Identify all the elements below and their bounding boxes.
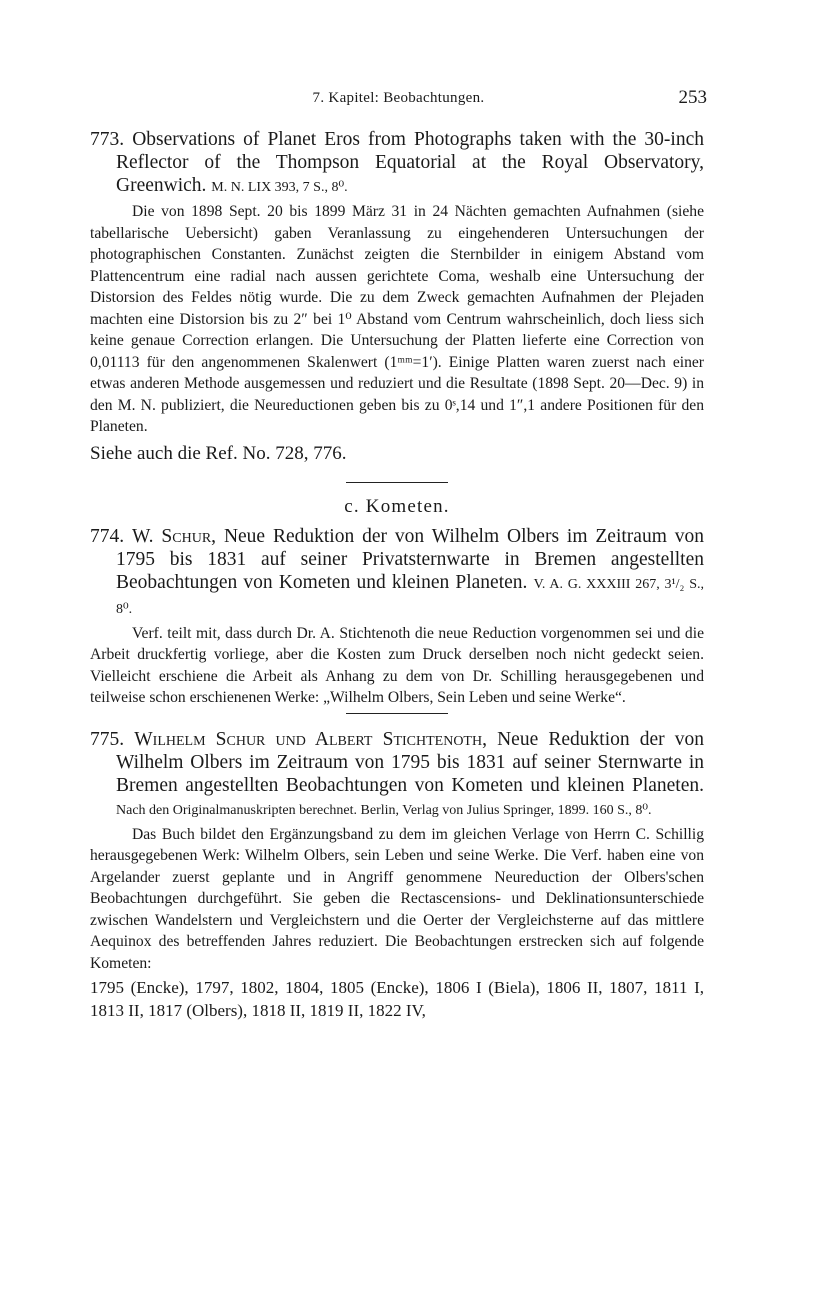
entry-773-title: Observations of Planet Eros from Photographs taken with the 30-inch Reflector of the Thompson Equatorial at the Royal Observatory, Greenwich.	[116, 129, 704, 196]
page-body	[90, 128, 704, 1022]
entry-773-number: 773.	[90, 129, 125, 150]
entry-773-heading	[90, 128, 704, 199]
entry-773-reference: M. N. LIX 393, 7 S., 8⁰.	[211, 180, 348, 195]
entry-775-title: Neue Reduktion der von Wilhelm Olbers im Zeitraum von 1795 bis 1831 auf seiner Sternwarte in Bremen angestellten Beobachtungen von Kometen und kleinen Planeten.	[116, 728, 705, 796]
section-heading: c. Kometen.	[344, 495, 450, 517]
entry-774-reference: V. A. G. XXXIII 267, 3¹/₂ S., 8⁰.	[116, 576, 704, 617]
page-number: 253	[678, 87, 707, 108]
entry-774-abstract: Verf. teilt mit, dass durch Dr. A. Stichtenoth die neue Reduction vorgenommen sei und die Arbeit druckfertig vorliege, aber die Kosten zum Druck derselben noch nicht gedeckt seien. Vielleicht erschiene die Arbeit als Anhang zu dem von Dr. Schilling herausgegebenen und teilweise schon erschienenen Werke: „Wilhelm Olbers, Sein Leben und seine Werke“.	[90, 624, 704, 706]
entry-775-abstract: Das Buch bildet den Ergänzungsband zu dem im gleichen Verlage von Herrn C. Schillig herausgegebenen Werk: Wilhelm Olbers, sein Leben und seine Werke. Die Verf. haben eine von Argelander zuerst geplante und in Angriff genommene Neureduction der Olbers'schen Beobachtungen durchgeführt. Sie geben die Rectascensions- und Deklinationsunterschiede zwischen Wandelstern und Vergleichstern und die Oerter der Vergleichsterne auf das mittlere Aequinox des betreffenden Jahres reduziert. Die Beobachtungen erstrecken sich auf folgende Kometen:	[90, 825, 704, 972]
entry-774-title: Neue Reduktion der von Wilhelm Olbers im Zeitraum von 1795 bis 1831 auf seiner Privatsternwarte in Bremen angestellten Beobachtungen von Kometen und kleinen Planeten.	[116, 525, 705, 593]
entry-775-number: 775.	[90, 728, 125, 750]
entry-774-number: 774.	[90, 525, 125, 547]
entry-775-heading	[90, 728, 704, 822]
entry-774-heading	[90, 525, 704, 621]
entry-775-comet-list: 1795 (Encke), 1797, 1802, 1804, 1805 (Encke), 1806 I (Biela), 1806 II, 1807, 1811 I, 1813 II, 1817 (Olbers), 1818 II, 1819 II, 1822 IV,	[90, 978, 704, 1020]
chapter-title: 7. Kapitel: Beobachtungen.	[312, 90, 485, 106]
running-head	[90, 87, 707, 112]
entry-774-author: W. Schur,	[132, 525, 217, 547]
entry-775-reference: Nach den Originalmanuskripten berechnet. Berlin, Verlag von Julius Springer, 1899. 160 S., 8⁰.	[116, 802, 652, 818]
entry-775-authors: Wilhelm Schur und Albert Stichtenoth,	[134, 728, 487, 750]
entry-773-abstract: Die von 1898 Sept. 20 bis 1899 März 31 in 24 Nächten gemachten Aufnahmen (siehe tabellarische Uebersicht) gaben Veranlassung zu eingehenderen Untersuchungen der photographischen Constanten. Zunächst zeigten die Sternbilder in einigem Abstand vom Plattencentrum eine radial nach aussen gerichtete Coma, weshalb eine Untersuchung der Distorsion des Feldes nötig wurde. Die zu dem Zweck gemachten Aufnahmen der Plejaden machten eine Distorsion bis zu 2″ bei 1⁰ Abstand vom Centrum wahrscheinlich, doch liess sich keine genaue Correction erlangen. Die Untersuchung der Platten lieferte eine Correction von 0,01113 für den angenommenen Skalenwert (1ᵐᵐ=1′). Einige Platten waren zuerst nach einer etwas anderen Methode ausgemessen und reduziert und die Resultate (1898 Sept. 20—Dec. 9) in den M. N. publiziert, die Neureductionen geben bis zu 0ˢ,14 und 1″,1 andere Positionen für den Planeten.	[90, 203, 704, 435]
entry-773-see-also: Siehe auch die Ref. No. 728, 776.	[90, 442, 347, 464]
